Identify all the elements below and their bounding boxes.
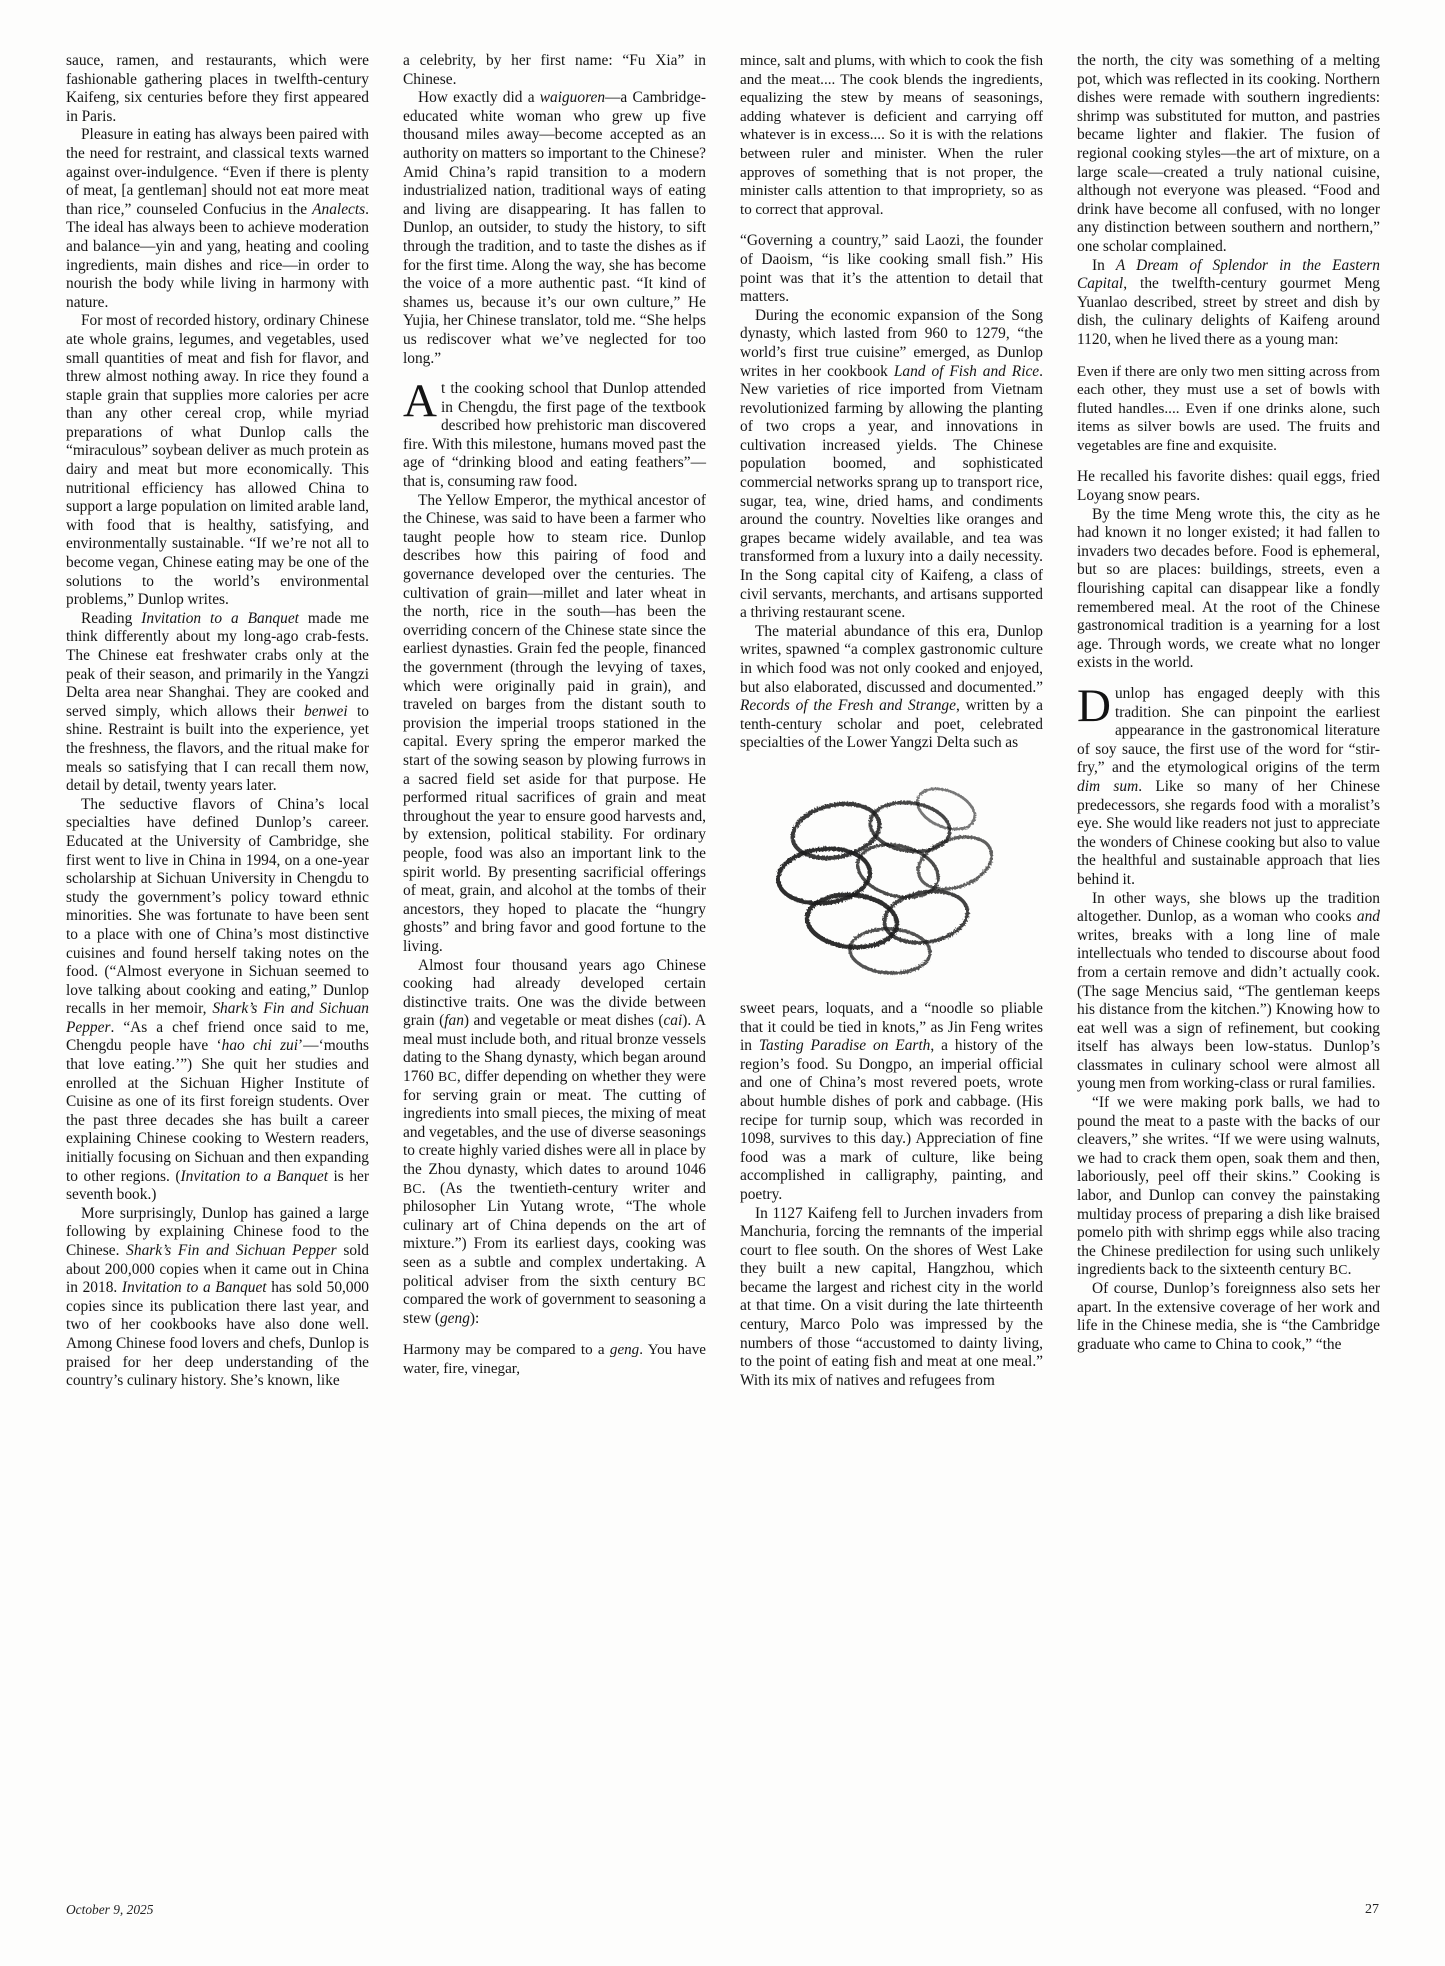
paragraph: Of course, Dunlop’s foreignness also sets her apart. In the extensive coverage of her work and life in the Chinese media, she is “the Cambridge graduate who came to China to cook,” “the bbox=[1077, 1280, 1380, 1353]
drop-cap-letter: A bbox=[403, 375, 437, 428]
block-quote: Even if there are only two men sitting across from each other, they must use a set of bowls with fluted handles.... Even if one drinks alone, such items as silver bowls are used. The fruits and vegetables are fine and exquisite. bbox=[1077, 363, 1380, 454]
paragraph: In A Dream of Splendor in the Eastern Capital, the twelfth-century gourmet Meng Yuanlao described, street by street and dish by dish, the culinary delights of Kaifeng around 1120, when he lived there as a young man: bbox=[1077, 256, 1380, 348]
page-number: 27 bbox=[1365, 1902, 1379, 1917]
text-columns bbox=[66, 52, 1381, 1842]
paragraph: In other ways, she blows up the tradition altogether. Dunlop, as a woman who cooks and writes, breaks with a long line of male intellectuals who tended to discourse about food from a certain remove and didn’t actually cook. (The sage Mencius said, “The gentleman keeps his distance from the kitchen.”) Knowing how to eat well was a sign of refinement, but cooking itself has always been low-status. Dunlop’s classmates in culinary school were almost all young men from working-class or rural families. bbox=[1077, 889, 1380, 1093]
paragraph: Pleasure in eating has always been paired with the need for restraint, and classical texts warned against over-indulgence. “Even if there is plenty of meat, [a gentleman] should not eat more meat than rice,” counseled Confucius in the Analects. The ideal has always been to achieve moderation and balance—yin and yang, heating and cooling ingredients, main dishes and rice—in order to nourish the body while living in harmony with nature. bbox=[66, 126, 369, 311]
paragraph: During the economic expansion of the Song dynasty, which lasted from 960 to 1279, “the world’s first true cuisine” emerged, as Dunlop writes in her cookbook Land of Fish and Rice. New varieties of rice imported from Vietnam revolutionized farming by allowing the planting of two crops a year, and innovations in cultivation increased yields. The Chinese population boomed, and sophisticated commercial networks sprang up to transport rice, sugar, tea, wine, dried hams, and condiments around the country. Novelties like oranges and grapes became widely available, and tea was transformed from a luxury into a daily necessity. In the Song capital city of Kaifeng, a class of civil servants, merchants, and artisans supported a thriving restaurant scene. bbox=[740, 306, 1044, 622]
paragraph: The seductive flavors of China’s local specialties have defined Dunlop’s career. Educated at the University of Cambridge, she first went to live in China in 1994, on a one-year scholarship at Sichuan University in Chengdu to study the government’s policy toward ethnic minorities. She was fortunate to have been sent to a place with one of China’s most distinctive cuisines and found herself taking notes on the food. (“Almost everyone in Sichuan seemed to love talking about cooking and eating,” Dunlop recalls in her memoir, Shark’s Fin and Sichuan Pepper. “As a chef friend once said to me, Chengdu people have ‘hao chi zui’—‘mouths that love eating.’”) She quit her studies and enrolled at the Sichuan Higher Institute of Cuisine as one of its first foreign students. Over the past three decades she has built a career explaining Chinese cooking to Western readers, initially focusing on Sichuan and then expanding to other regions. (Invitation to a Banquet is her seventh book.) bbox=[66, 795, 370, 1204]
paragraph: The material abundance of this era, Dunlop writes, spawned “a complex gastronomic culture in which food was not only cooked and enjoyed, but also elaborated, discussed and documented.” Records of the Fresh and Strange, written by a tenth-century scholar and poet, celebrated specialties of the Lower Yangzi Delta such as bbox=[740, 622, 1043, 752]
page-footer bbox=[66, 1902, 1379, 1918]
paragraph: In 1127 Kaifeng fell to Jurchen invaders from Manchuria, forcing the remnants of the imperial court to flee south. On the shores of West Lake they built a new capital, Hangzhou, which became the largest and richest city in the world at that time. On a visit during the late thirteenth century, Marco Polo was impressed by the numbers of those “accustomed to dainty living, to the point of eating fish and meat at one meal.” With its mix of natives and refugees from bbox=[740, 1204, 1043, 1389]
issue-date: October 9, 2025 bbox=[66, 1902, 154, 1917]
block-quote-continued: mince, salt and plums, with which to cook the fish and the meat.... The cook blends the ingredients, equalizing the stew by means of seasonings, adding whatever is deficient and carrying off whatever is in excess.... So it is with the relations between ruler and minister. When the ruler approves of something that is not proper, the minister calls attention to that impropriety, so as to correct that approval. bbox=[740, 53, 1043, 218]
column-2 bbox=[403, 52, 706, 1842]
illustration-figure bbox=[740, 771, 1043, 986]
drop-cap-letter: D bbox=[1077, 680, 1111, 732]
block-quote: Harmony may be compared to a geng. You have water, fire, vinegar, bbox=[403, 1342, 706, 1377]
ink-rings-illustration bbox=[740, 771, 1043, 986]
paragraph: “If we were making pork balls, we had to pound the meat to a paste with the backs of our cleavers,” she writes. “If we were using walnuts, we had to crack them open, soak them and then, laboriously, peel off their skins.” Cooking is labor, and Dunlop can convey the painstaking multiday process of preparing a dish like braised pomelo pith with shrimp eggs while also tracing the Chinese predilection for using such unlikely ingredients back to the sixteenth century BC. bbox=[1077, 1094, 1380, 1279]
drop-cap-paragraph bbox=[403, 375, 706, 492]
paragraph: Reading Invitation to a Banquet made me think differently about my long-ago crab-fests. The Chinese eat freshwater crabs only at the peak of their season, and primarily in the Yangzi Delta area near Shanghai. They are cooked and served simply, which allows their benwei to shine. Restraint is built into the experience, yet the freshness, the flavors, and the ritual make for meals so satisfying that I can recall them now, detail by detail, twenty years later. bbox=[66, 609, 369, 795]
paragraph: “Governing a country,” said Laozi, the founder of Daoism, “is like cooking small fish.” His point was that it’s the attention to detail that matters. bbox=[740, 232, 1043, 306]
paragraph: By the time Meng wrote this, the city as he had known it no longer existed; it had fallen to invaders two decades before. Food is ephemeral, but so are places: buildings, streets, even a flourishing capital can disappear like a fondly remembered meal. At the root of the Chinese gastronomical tradition is a yearning for a lost age. Through words, we create what no longer exists in the world. bbox=[1077, 505, 1380, 672]
drop-cap-paragraph bbox=[1077, 680, 1380, 890]
paragraph: the north, the city was something of a melting pot, which was reflected in its cooking. Northern dishes were remade with southern ingredients: shrimp was substituted for mutton, and pastries became lighter and flakier. The fusion of regional cooking styles—the art of mixture, on a large scale—created a truly national cuisine, although not everyone was pleased. “Food and drink have become all confused, with no longer any distinction between southern and northern,” one scholar complained. bbox=[1077, 52, 1380, 255]
column-4 bbox=[1077, 52, 1380, 1842]
paragraph: He recalled his favorite dishes: quail eggs, fried Loyang snow pears. bbox=[1077, 468, 1380, 505]
paragraph: The Yellow Emperor, the mythical ancestor of the Chinese, was said to have been a farmer who taught people how to steam rice. Dunlop describes how this pairing of food and governance developed over the centuries. The cultivation of grain—millet and later wheat in the north, rice in the south—has been the overriding concern of the Chinese state since the earliest dynasties. Grain fed the people, financed the government (through the levying of taxes, which were originally paid in grain), and traveled on barges from the distant south to provision the imperial troops stationed in the capital. Every spring the emperor marked the start of the sowing season by plowing furrows in a sacred field set aside for that purpose. He performed ritual sacrifices of grain and meat throughout the year to ensure good harvests and, by extension, political stability. For ordinary people, food was also an important link to the spirit world. By presenting sacrificial offerings of meat, grain, and alcohol at the tombs of their ancestors, they hoped to placate the “hungry ghosts” and bring favor and good fortune to the living. bbox=[403, 491, 706, 955]
paragraph: More surprisingly, Dunlop has gained a large following by explaining Chinese food to the Chinese. Shark’s Fin and Sichuan Pepper sold about 200,000 copies when it came out in China in 2018. Invitation to a Banquet has sold 50,000 copies since its publication there last year, and two of her cookbooks have also done well. Among Chinese food lovers and chefs, Dunlop is praised for her deep understanding of the country’s culinary history. She’s known, like bbox=[66, 1204, 369, 1390]
paragraph: a celebrity, by her first name: “Fu Xia” in Chinese. bbox=[403, 52, 706, 88]
column-1 bbox=[66, 52, 369, 1842]
column-3 bbox=[740, 52, 1043, 1842]
paragraph: How exactly did a waiguoren—a Cambridge-educated white woman who grew up five thousand miles away—become accepted as an authority on matters so important to the Chinese? Amid China’s rapid transition to a modern industrialized nation, traditional ways of eating and living are disappearing. It has fallen to Dunlop, an outsider, to study the history, to sift through the tradition, and to taste the dishes as if for the first time. Along the way, she has become the voice of a more authentic past. “It kind of shames us, because it’s our own culture,” He Yujia, her Chinese translator, told me. “She helps us rediscover what we’ve neglected for too long.” bbox=[403, 89, 706, 367]
paragraph: Almost four thousand years ago Chinese cooking had already developed certain distinctive traits. One was the divide between grain (fan) and vegetable or meat dishes (cai). A meal must include both, and ritual bronze vessels dating to the Shang dynasty, which began around 1760 BC, differ depending on whether they were for serving grain or meat. The cutting of ingredients into small pieces, the mixing of meat and vegetables, and the use of diverse seasonings to create highly varied dishes were all in place by the Zhou dynasty, which dates to around 1046 BC. (As the twentieth-century writer and philosopher Lin Yutang wrote, “The whole culinary art of China depends on the art of mixture.”) From its earliest days, cooking was seen as a subtle and complex undertaking. A political adviser from the sixth century BC compared the work of government to seasoning a stew (geng): bbox=[403, 956, 706, 1327]
paragraph: sauce, ramen, and restaurants, which were fashionable gathering places in twelfth-century Kaifeng, six centuries before they first appeared in Paris. bbox=[66, 52, 369, 125]
paragraph: t the cooking school that Dunlop attended in Chengdu, the first page of the textbook described how prehistoric man discovered fire. With this milestone, humans moved past the age of “drinking blood and eating feathers”—that is, consuming raw food. bbox=[403, 380, 706, 491]
paragraph: unlop has engaged deeply with this tradition. She can pinpoint the earliest appearance in the gastronomical literature of soy sauce, the first use of the word for “stir-fry,” and the etymological origins of the term dim sum. Like so many of her Chinese predecessors, she regards food with a moralist’s eye. She would like readers not just to appreciate the wonders of Chinese cooking but also to value the healthful and sustainable approach that lies behind it. bbox=[1077, 685, 1380, 888]
paragraph: sweet pears, loquats, and a “noodle so pliable that it could be tied in knots,” as Jin Feng writes in Tasting Paradise on Earth, a history of the region’s food. Su Dongpo, an imperial official and one of China’s most revered poets, wrote about humble dishes of pork and cabbage. (His recipe for turnip soup, which was recorded in 1098, survives to this day.) Appreciation of fine food was a mark of culture, like being accomplished in calligraphy, painting, and poetry. bbox=[740, 999, 1043, 1203]
paragraph: For most of recorded history, ordinary Chinese ate whole grains, legumes, and vegetables, used small quantities of meat and fish for flavor, and threw almost nothing away. In rice they found a staple grain that supplies more calories per acre than any other cereal crop, while myriad preparations of what Dunlop calls the “miraculous” soybean deliver as much protein as dairy and meat but more economically. This nutritional efficiency has allowed China to support a large population on limited arable land, with food that is healthy, satisfying, and environmentally sustainable. “If we’re not all to become vegan, Chinese eating may be one of the solutions to the world’s environmental problems,” Dunlop writes. bbox=[66, 312, 369, 609]
